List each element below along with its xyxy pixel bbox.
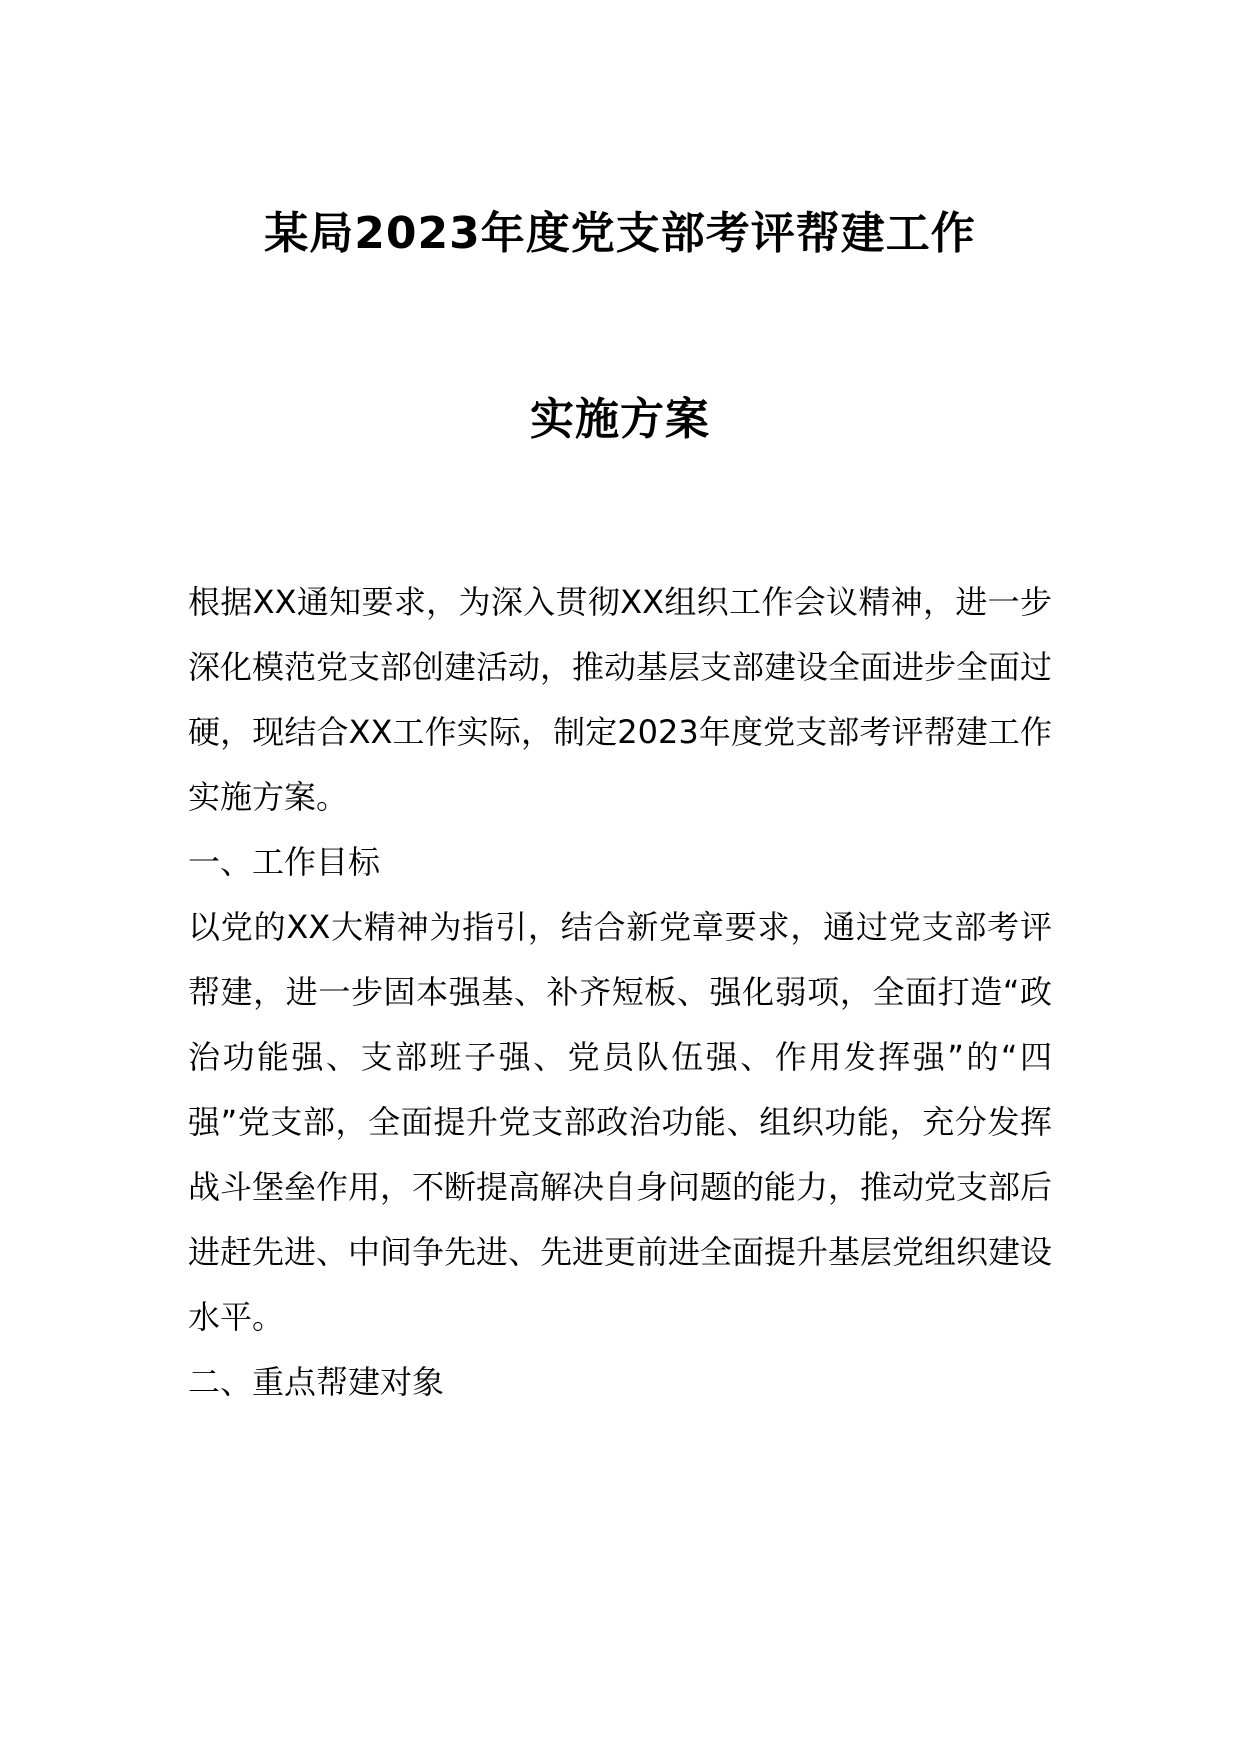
section-heading-targets: 二、重点帮建对象: [188, 1363, 445, 1401]
goals-paragraph: 以党的XX大精神为指引，结合新党章要求，通过党支部考评帮建，进一步固本强基、补齐短板、强化弱项，全面打造“政治功能强、支部班子强、党员队伍强、作用发挥强”的“四强”党支部，全面提升党支部政治功能、组织功能，充分发挥战斗堡垒作用，不断提高解决自身问题的能力，推动党支部后进赶先进、中间争先进、先进更前进全面提升基层党组织建设水平。: [188, 908, 1053, 1336]
document-title-line-1: 某局2023年度党支部考评帮建工作: [264, 208, 976, 259]
section-heading-goals: 一、工作目标: [188, 843, 381, 881]
document-body: [188, 570, 1052, 1415]
document-title-line-2: 实施方案: [530, 394, 710, 445]
intro-paragraph: 根据XX通知要求，为深入贯彻XX组织工作会议精神，进一步深化模范党支部创建活动，推动基层支部建设全面进步全面过硬，现结合XX工作实际，制定2023年度党支部考评帮建工作实施方案。: [188, 583, 1053, 816]
